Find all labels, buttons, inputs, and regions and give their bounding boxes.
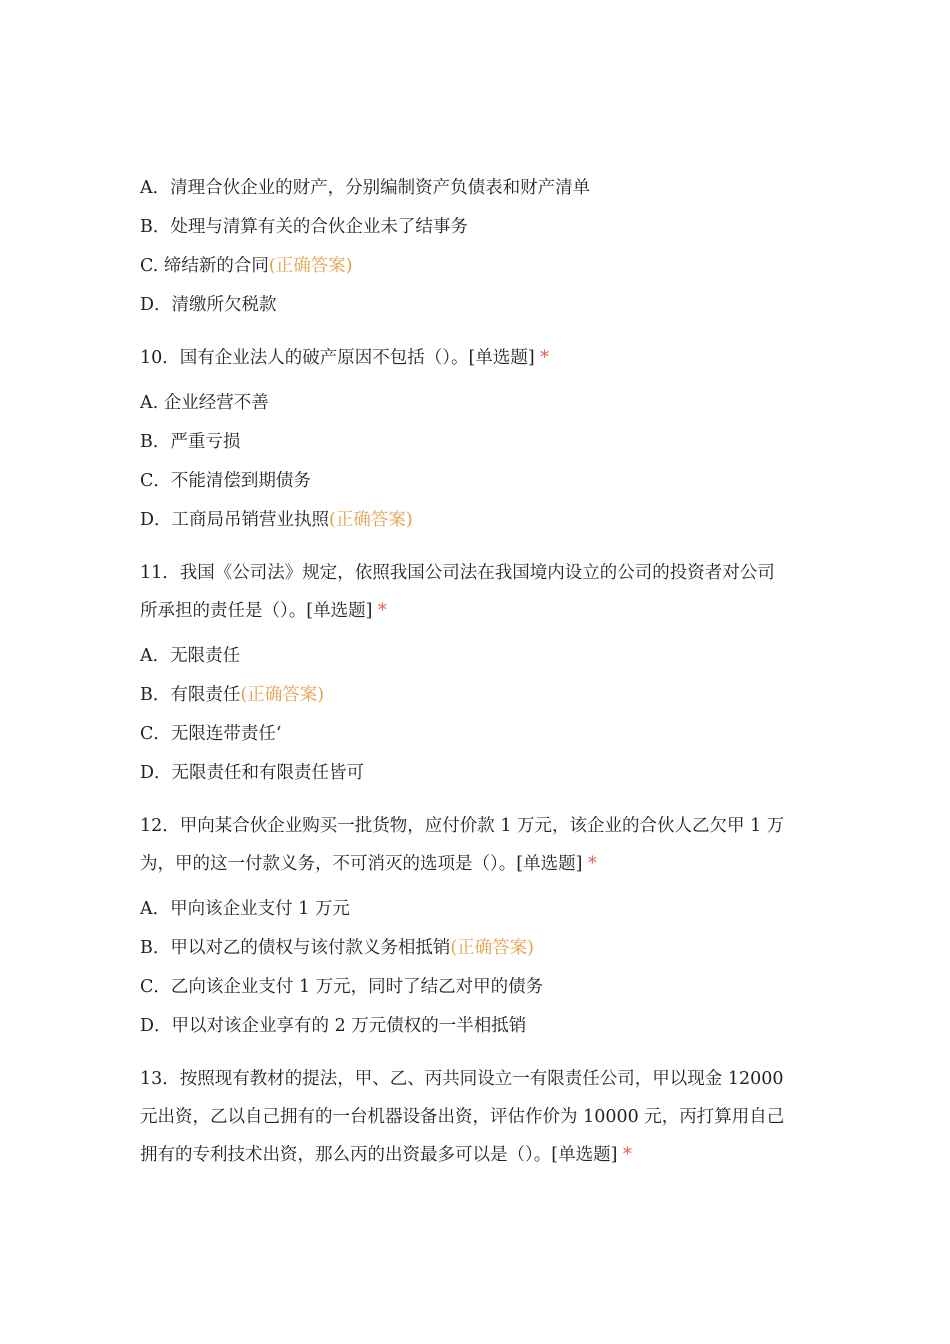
q10-option-d: D．工商局吊销营业执照(正确答案): [140, 510, 413, 530]
q11-option-c: C．无限连带责任‘: [140, 724, 282, 744]
q13-stem-line3: 拥有的专利技术出资，那么丙的出资最多可以是（）。[单选题] *: [140, 1145, 632, 1165]
q13-stem-line2: 元出资，乙以自己拥有的一台机器设备出资，评估作价为 10000 元，丙打算用自己: [140, 1107, 785, 1127]
q13-stem-line1: 13．按照现有教材的提法，甲、乙、丙共同设立一有限责任公司，甲以现金 12000: [140, 1069, 784, 1089]
q11-stem-line2: 所承担的责任是（）。[单选题] *: [140, 601, 387, 621]
q12-option-a: A．甲向该企业支付 1 万元: [140, 899, 350, 919]
q11-option-a: A．无限责任: [140, 646, 241, 666]
correct-answer-mark: (正确答案): [240, 685, 325, 705]
q9-option-b: B．处理与清算有关的合伙企业未了结事务: [140, 217, 468, 237]
correct-answer-mark: (正确答案): [329, 510, 413, 530]
q12-option-b: B．甲以对乙的债权与该付款义务相抵销(正确答案): [140, 938, 535, 958]
q12-option-d: D．甲以对该企业享有的 2 万元债权的一半相抵销: [140, 1016, 527, 1036]
q12-stem-line1: 12．甲向某合伙企业购买一批货物，应付价款 1 万元，该企业的合伙人乙欠甲 1 万: [140, 816, 785, 836]
q10-stem: 10．国有企业法人的破产原因不包括（）。[单选题] *: [140, 348, 549, 368]
q11-option-b: B．有限责任(正确答案): [140, 685, 325, 705]
q12-stem-line2: 为，甲的这一付款义务，不可消灭的选项是（）。[单选题] *: [140, 854, 597, 874]
correct-answer-mark: (正确答案): [450, 938, 535, 958]
required-asterisk: *: [587, 854, 597, 874]
correct-answer-mark: (正确答案): [268, 256, 353, 276]
required-asterisk: *: [622, 1145, 632, 1165]
q10-option-a: A. 企业经营不善: [140, 393, 269, 413]
q12-option-c: C．乙向该企业支付 1 万元，同时了结乙对甲的债务: [140, 977, 544, 997]
required-asterisk: *: [540, 348, 549, 368]
required-asterisk: *: [377, 601, 387, 621]
q9-option-d: D．清缴所欠税款: [140, 295, 277, 315]
q11-option-d: D．无限责任和有限责任皆可: [140, 763, 365, 783]
q11-stem-line1: 11．我国《公司法》规定，依照我国公司法在我国境内设立的公司的投资者对公司: [140, 563, 775, 583]
q10-option-c: C．不能清偿到期债务: [140, 471, 311, 491]
q9-option-a: A．清理合伙企业的财产，分别编制资产负债表和财产清单: [140, 178, 591, 198]
q10-option-b: B．严重亏损: [140, 432, 241, 452]
q9-option-c: C. 缔结新的合同(正确答案): [140, 256, 353, 276]
